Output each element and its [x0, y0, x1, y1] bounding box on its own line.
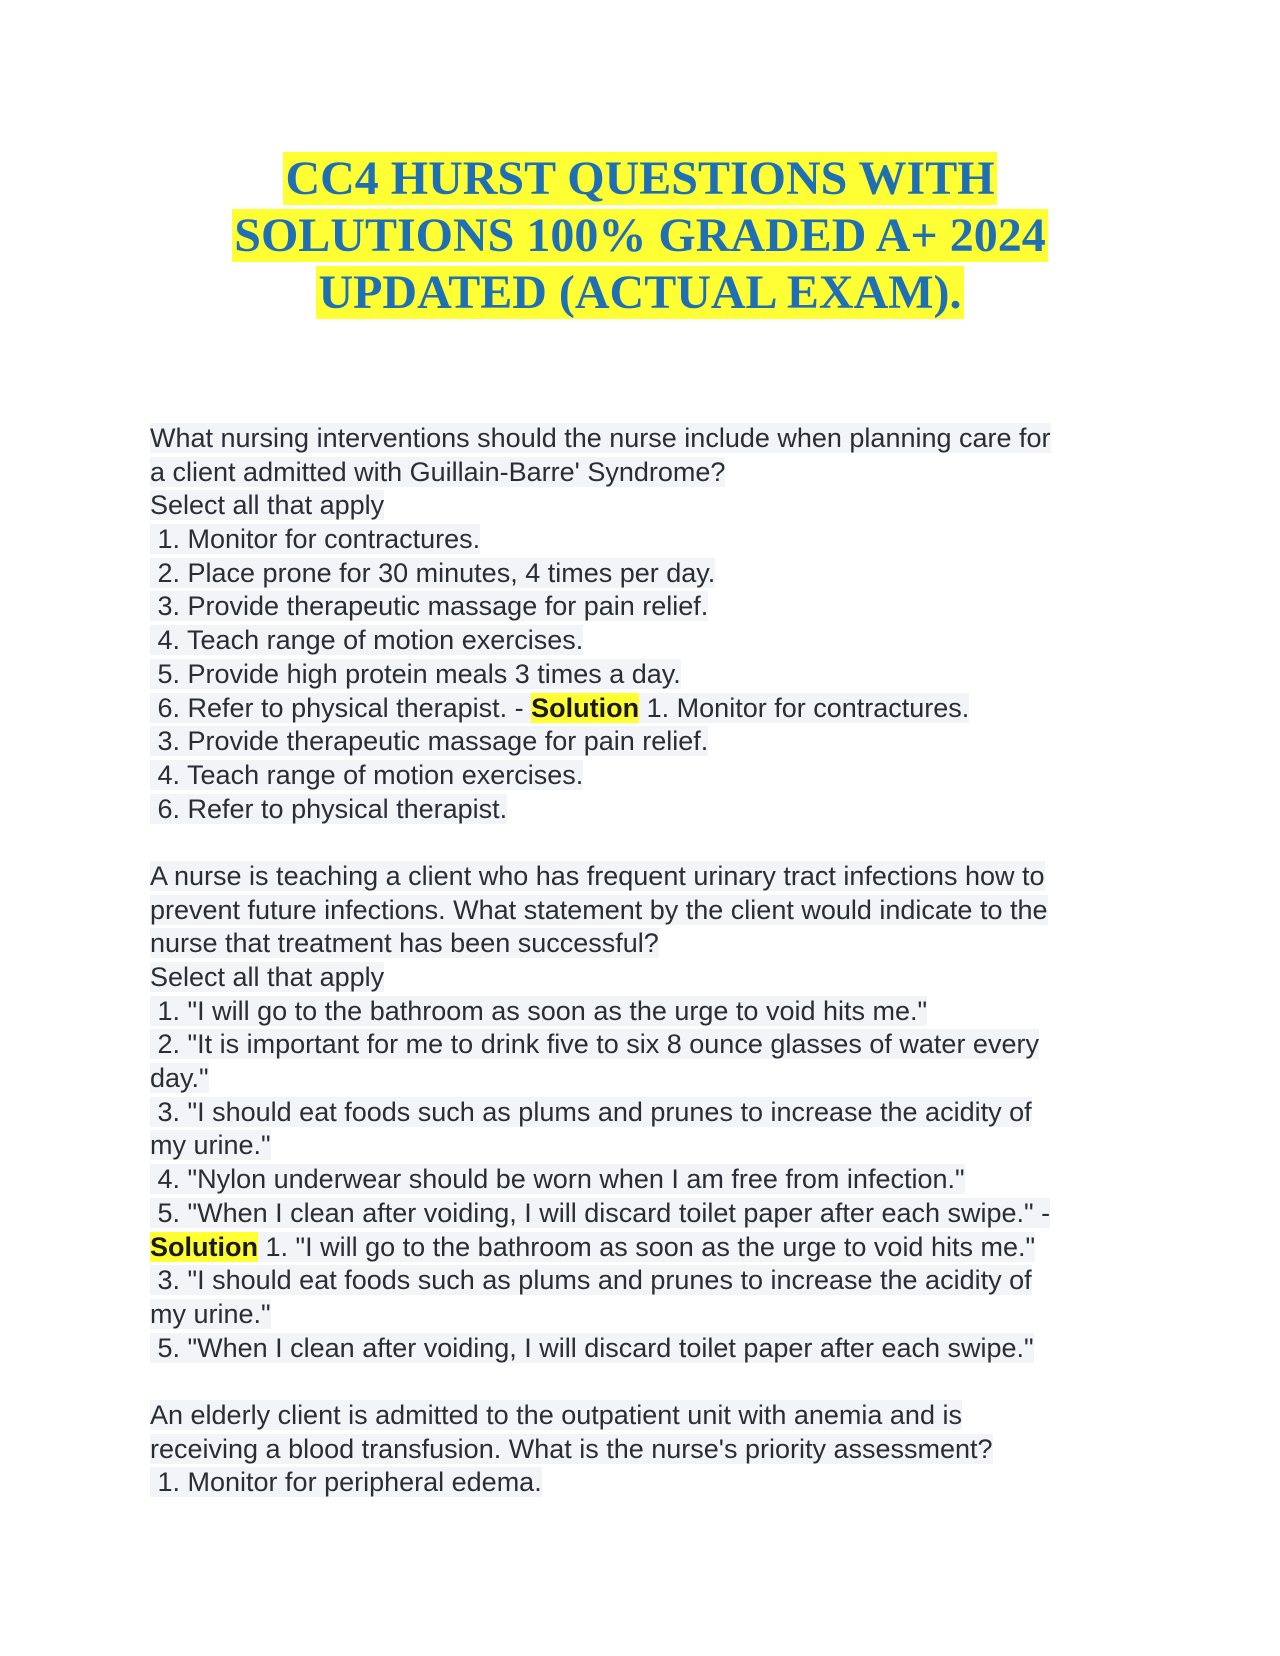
- question-2-answer: 3. "I should eat foods such as plums and prunes to increase the acidity of: [150, 1265, 1032, 1296]
- question-1-answer: 4. Teach range of motion exercises.: [150, 759, 584, 790]
- question-3-text: receiving a blood transfusion. What is the nurse's priority assessment?: [150, 1433, 993, 1464]
- question-1-answer: 3. Provide therapeutic massage for pain relief.: [150, 726, 709, 757]
- question-1-option: 4. Teach range of motion exercises.: [150, 625, 584, 656]
- question-2-text: prevent future infections. What statement by the client would indicate to the: [150, 894, 1048, 925]
- question-2-option: 4. "Nylon underwear should be worn when I am free from infection.": [150, 1164, 965, 1195]
- solution-label: Solution: [150, 1231, 258, 1262]
- question-2-option: 5. "When I clean after voiding, I will discard toilet paper after each swipe." -: [150, 1197, 1051, 1228]
- question-2-option: my urine.": [150, 1130, 271, 1161]
- question-2-answer: 5. "When I clean after voiding, I will discard toilet paper after each swipe.": [150, 1332, 1034, 1363]
- question-1-answer: 6. Refer to physical therapist.: [150, 793, 508, 824]
- question-2-answer: 1. "I will go to the bathroom as soon as the urge to void hits me.": [257, 1231, 1036, 1262]
- paragraph-gap: [150, 1365, 1140, 1399]
- question-2-option: 3. "I should eat foods such as plums and prunes to increase the acidity of: [150, 1096, 1032, 1127]
- question-1-answer: 1. Monitor for contractures.: [639, 692, 970, 723]
- title-line-3: UPDATED (ACTUAL EXAM).: [318, 266, 962, 319]
- question-2-text: A nurse is teaching a client who has frequent urinary tract infections how to: [150, 860, 1045, 891]
- question-1-text: a client admitted with Guillain-Barre' Syndrome?: [150, 456, 726, 487]
- paragraph-gap: [150, 826, 1140, 860]
- title-line-2: SOLUTIONS 100% GRADED A+ 2024: [234, 209, 1046, 262]
- title-line-1: CC4 HURST QUESTIONS WITH: [285, 152, 995, 205]
- question-1: [150, 422, 1140, 826]
- question-3: [150, 1399, 1140, 1500]
- question-3-text: An elderly client is admitted to the outpatient unit with anemia and is: [150, 1399, 962, 1430]
- question-1-text: What nursing interventions should the nurse include when planning care for: [150, 423, 1051, 453]
- question-1-option: 6. Refer to physical therapist. -: [150, 692, 532, 723]
- document-body: [150, 422, 1140, 1500]
- question-1-instruction: Select all that apply: [150, 490, 385, 521]
- question-2-answer: my urine.": [150, 1298, 271, 1329]
- document-title: [150, 150, 1130, 321]
- question-2-instruction: Select all that apply: [150, 962, 385, 992]
- question-3-option: 1. Monitor for peripheral edema.: [150, 1467, 542, 1498]
- question-1-option: 3. Provide therapeutic massage for pain relief.: [150, 591, 709, 622]
- question-1-option: 1. Monitor for contractures.: [150, 524, 481, 555]
- question-2-option: day.": [150, 1063, 209, 1094]
- question-2: [150, 860, 1140, 1365]
- solution-label: Solution: [531, 692, 640, 723]
- question-1-option: 2. Place prone for 30 minutes, 4 times per day.: [150, 557, 716, 588]
- question-2-option: 2. "It is important for me to drink five to six 8 ounce glasses of water every: [150, 1029, 1039, 1060]
- question-2-text: nurse that treatment has been successful?: [150, 928, 659, 959]
- question-2-option: 1. "I will go to the bathroom as soon as the urge to void hits me.": [150, 995, 928, 1026]
- question-1-option: 5. Provide high protein meals 3 times a day.: [150, 658, 681, 689]
